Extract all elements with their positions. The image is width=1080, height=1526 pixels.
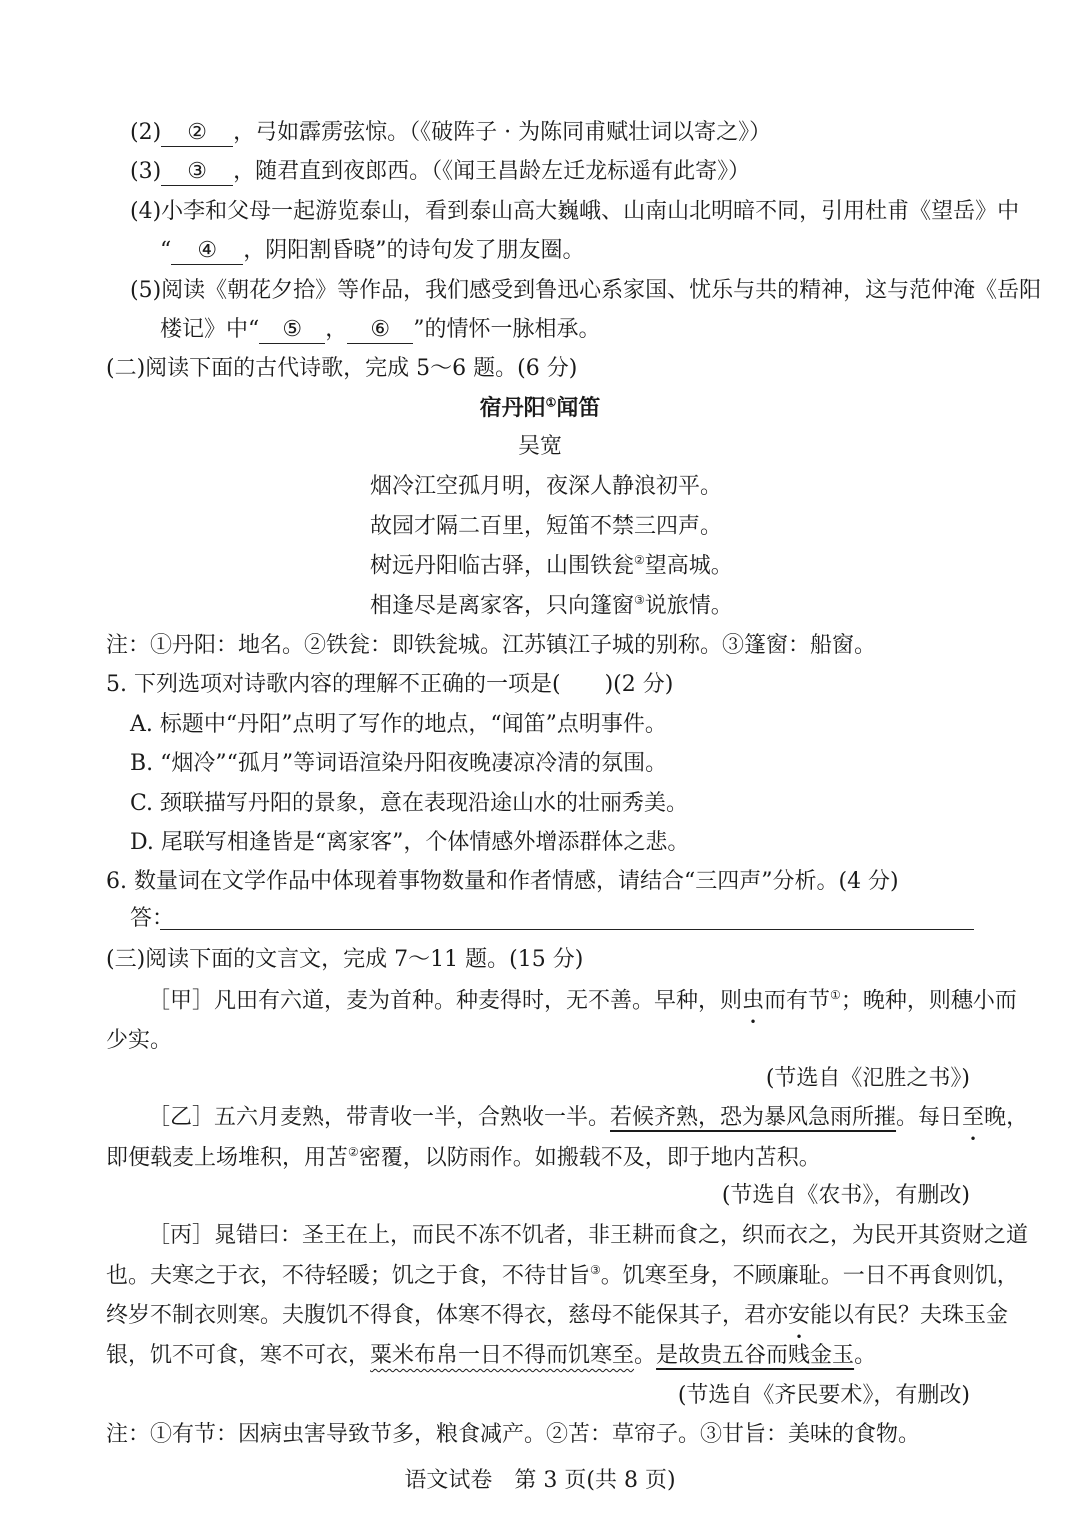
- poem-title-text: 宿丹阳: [479, 395, 546, 421]
- question-5-line-2: [160, 317, 601, 344]
- passage-text: 。每日: [896, 1105, 963, 1130]
- passage-text: 即便载麦上场堆积，用苫: [106, 1145, 349, 1171]
- dotted-word: 虫: [742, 988, 765, 1014]
- question-5-stem: 5. 下列选项对诗歌内容的理解不正确的一项是( )(2 分): [106, 672, 674, 697]
- passage-text: 晚，: [984, 1105, 1029, 1130]
- passage-text: ［乙］五六月麦熟，带青收一半，合熟收一半。: [148, 1105, 611, 1130]
- dotted-word: 至: [962, 1105, 985, 1130]
- wavy-underlined-sentence: 粟米布帛一日不得而饥寒至: [370, 1343, 635, 1368]
- passage-bing-line-1: ［丙］晁错曰：圣王在上，而民不冻不饥者，非王耕而食之，织而衣之，为民开其资财之道: [148, 1223, 1029, 1248]
- poem-text: 相逢尽是离家客，只向篷窗: [370, 593, 635, 619]
- poem-text: 说旅情。: [644, 593, 733, 619]
- section-3-heading: (三)阅读下面的文言文，完成 7～11 题。(15 分): [106, 947, 584, 972]
- answer-blank-2[interactable]: ②: [161, 120, 233, 147]
- passage-text: 。: [634, 1343, 657, 1368]
- poem-line-3: [370, 553, 733, 580]
- passage-jia-line-1: [148, 988, 1017, 1015]
- passage-yi-line-1: [148, 1105, 1028, 1131]
- passage-text: ；晚种，则穗小而: [840, 988, 1017, 1014]
- footnote-marker: ③: [590, 1263, 601, 1277]
- question-number: (2): [130, 120, 162, 145]
- question-5-line-1: (5)阅读《朝花夕拾》等作品，我们感受到鲁迅心系家国、忧乐与共的精神，这与范仲淹《岳阳: [130, 278, 1042, 303]
- question-text: ，弓如霹雳弦惊。（《破阵子 · 为陈同甫赋壮词以寄之》）: [233, 120, 772, 145]
- passage-text: 而有节: [764, 988, 831, 1014]
- poem-line-1: 烟冷江空孤月明，夜深人静浪初平。: [370, 474, 723, 499]
- footnote-marker: ②: [634, 553, 645, 567]
- option-d[interactable]: D. 尾联写相逢皆是“离家客”，个体情感外增添群体之悲。: [130, 830, 690, 855]
- question-text: ，随君直到夜郎西。（《闻王昌龄左迁龙标遥有此寄》）: [233, 159, 751, 184]
- footnote-marker: ①: [830, 988, 841, 1002]
- passage-text: 密覆，以防雨作。如搬载不及，即于地内苫积。: [358, 1145, 821, 1171]
- answer-label: 答：: [130, 906, 175, 931]
- question-6-stem: 6. 数量词在文学作品中体现着事物数量和作者情感，请结合“三四声”分析。(4 分): [106, 869, 899, 894]
- passage-bing-line-2: [106, 1263, 1019, 1290]
- option-c[interactable]: C. 颈联描写丹阳的景象，意在表现沿途山水的壮丽秀美。: [130, 791, 689, 816]
- question-4-line-1: (4)小李和父母一起游览泰山，看到泰山高大巍峨、山南山北明暗不同，引用杜甫《望岳》中: [130, 199, 1020, 224]
- question-3-line: [130, 159, 750, 186]
- footnote-marker: ③: [634, 593, 645, 607]
- question-text: ，阴阳割昏晓”的诗句发了朋友圈。: [243, 238, 585, 263]
- poem-title-text: 闻笛: [556, 395, 601, 421]
- poem-author: 吴宽: [517, 434, 562, 459]
- passage-yi-line-2: [106, 1145, 821, 1172]
- passage-text: 。饥寒至身，不顾廉耻。一日不再食则饥，: [600, 1263, 1019, 1289]
- question-text: ”的情怀一脉相承。: [413, 317, 601, 342]
- answer-blank-5[interactable]: ⑤: [259, 317, 325, 344]
- footnote-marker: ①: [545, 395, 557, 410]
- passage-yi-source: (节选自《农书》，有删改): [721, 1183, 970, 1208]
- underlined-sentence: 若候齐熟，恐为暴风急雨所摧: [610, 1105, 897, 1130]
- poem-line-4: [370, 593, 733, 620]
- passage-bing-source: (节选自《齐民要术》，有删改): [677, 1383, 970, 1408]
- answer-blank-6[interactable]: ⑥: [347, 317, 413, 344]
- passage-text: 终岁不制衣则寒。夫腹饥不得食，体寒不得衣，慈母不能保其子，君亦: [106, 1303, 789, 1328]
- option-b[interactable]: B. “烟冷”“孤月”等词语渲染丹阳夜晚凄凉冷清的氛围。: [130, 751, 668, 776]
- poem-notes: 注：①丹阳：地名。②铁瓮：即铁瓮城。江苏镇江子城的别称。③篷窗：船窗。: [106, 633, 877, 658]
- passage-jia-line-2: 少实。: [106, 1028, 173, 1053]
- passage-text: 。: [854, 1343, 877, 1368]
- answer-blank-4[interactable]: ④: [171, 238, 243, 265]
- section-2-heading: (二)阅读下面的古代诗歌，完成 5～6 题。(6 分): [106, 356, 578, 381]
- separator: ，: [325, 317, 348, 342]
- question-4-line-2: [160, 238, 585, 265]
- question-number: (3): [130, 159, 162, 184]
- poem-text: 树远丹阳临古驿，山围铁瓮: [370, 553, 635, 579]
- passage-bing-line-3: [106, 1303, 1008, 1329]
- answer-line[interactable]: [160, 929, 974, 930]
- passage-text: ［甲］凡田有六道，麦为首种。种麦得时，无不善。早种，则: [148, 988, 743, 1014]
- passage-text: 能以有民？夫珠玉金: [810, 1303, 1009, 1328]
- quote-mark: “: [160, 238, 172, 263]
- passage-text: 也。夫寒之于衣，不待轻暖；饥之于食，不待甘旨: [106, 1263, 591, 1289]
- passage-bing-line-4: [106, 1343, 876, 1369]
- question-text: 楼记》中“: [160, 317, 260, 342]
- poem-line-2: 故园才隔二百里，短笛不禁三四声。: [370, 514, 723, 539]
- footnote-marker: ②: [348, 1145, 359, 1159]
- poem-text: 望高城。: [644, 553, 733, 579]
- question-2-line: [130, 120, 771, 147]
- passage-notes: 注：①有节：因病虫害导致节多，粮食减产。②苫：草帘子。③甘旨：美味的食物。: [106, 1422, 921, 1447]
- page-footer: 语文试卷 第 3 页(共 8 页): [404, 1468, 676, 1493]
- option-a[interactable]: A. 标题中“丹阳”点明了写作的地点，“闻笛”点明事件。: [130, 712, 667, 737]
- dotted-word: 安: [788, 1303, 811, 1328]
- poem-title: [0, 395, 1080, 421]
- passage-jia-source: (节选自《氾胜之书》): [765, 1066, 970, 1091]
- underlined-sentence: 是故贵五谷而贱金玉: [656, 1343, 855, 1368]
- passage-text: 银，饥不可食，寒不可衣，: [106, 1343, 371, 1368]
- answer-blank-3[interactable]: ③: [161, 159, 233, 186]
